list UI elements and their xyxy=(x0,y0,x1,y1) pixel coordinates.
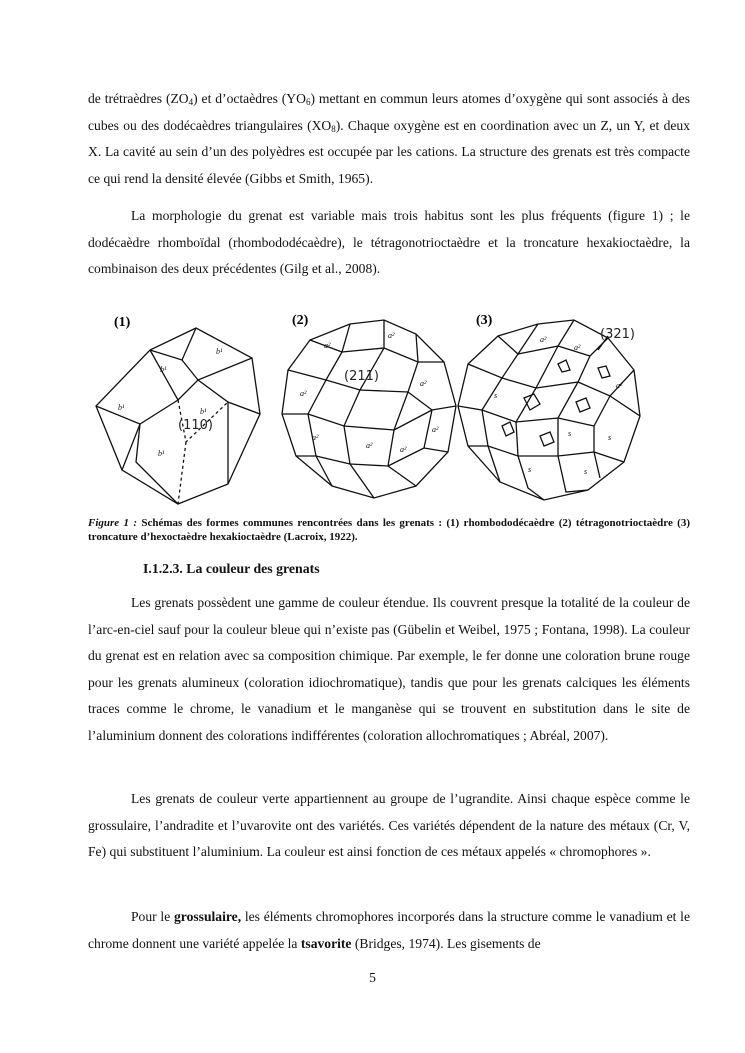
face-notation: a² xyxy=(540,335,547,344)
subscript: 6 xyxy=(305,97,311,107)
face-notation: a² xyxy=(420,379,427,388)
figure-caption-label: Figure 1 : xyxy=(88,517,138,529)
figure-panel-label: (1) xyxy=(114,315,131,330)
face-notation: s xyxy=(528,465,532,474)
term-tsavorite: tsavorite xyxy=(300,935,352,951)
face-notation: a² xyxy=(574,343,581,352)
miller-index-label: (110) xyxy=(178,418,213,433)
paragraph-grossular xyxy=(88,904,690,957)
face-notation: a² xyxy=(312,433,319,442)
face-notation: b¹ xyxy=(160,365,167,374)
face-notation: s xyxy=(568,429,572,438)
face-notation: a² xyxy=(388,331,395,340)
page-number: 5 xyxy=(369,970,376,985)
face-notation: a² xyxy=(432,425,439,434)
subscript: 8 xyxy=(331,123,336,134)
face-notation: s xyxy=(608,433,612,442)
face-notation: b¹ xyxy=(118,403,125,412)
term-grossulaire: grossulaire, xyxy=(174,909,242,924)
face-notation: a² xyxy=(366,441,373,450)
paragraph-garnet-colors: Les grenats possèdent une gamme de couleur étendue. Ils couvrent presque la totalité de la couleur de l’arc-en-ciel sauf pour la couleur bleue qui n’existe pas (Gübelin et Weibel, 1975 ; Fontana, 1998). La couleur du grenat est en relation avec sa composition chimique. Par exemple, le fer donne une coloration brune rouge pour les grenats alumineux (coloration idiochromatique), tandis que pour les grenats calciques les éléments traces comme le chrome, le vanadium et le manganèse qui se trouvent en substitution dans le site de l’aluminium donnent des colorations indifférentes (coloration allochromatiques ; Abréal, 2007). xyxy=(88,595,690,743)
tetragonotrioctahedron-drawing xyxy=(282,320,456,498)
text-run: les éléments chromophores incorporés dans la structure comme le vanadium et le chrome donnent une variété appelée la xyxy=(88,909,690,951)
rhombododecahedron-drawing xyxy=(96,328,260,504)
face-notation: s xyxy=(494,391,498,400)
face-notation: s xyxy=(584,467,588,476)
paragraph-green-garnets: Les grenats de couleur verte appartiennent au groupe de l’ugrandite. Ainsi chaque espèce comme le grossulaire, l’andradite et l’uvarovite ont des variétés. Ces variétés dépendent de la nature des métaux (Cr, V, Fe) qui substituent l’aluminium. La couleur est ainsi fonction de ces métaux appelés « chromophores ». xyxy=(88,791,690,859)
miller-index-label: (211) xyxy=(344,369,379,384)
text-run: (Bridges, 1974). Les gisements de xyxy=(351,935,541,951)
miller-index-label: (321) xyxy=(600,327,635,342)
section-heading: I.1.2.3. La couleur des grenats xyxy=(143,561,320,576)
hexoctahedron-drawing xyxy=(458,320,640,500)
face-notation: a² xyxy=(400,445,407,454)
face-notation: b¹ xyxy=(158,449,165,458)
figure-panel-label: (2) xyxy=(292,313,309,328)
text-run: Pour le xyxy=(131,909,174,924)
face-notation: b¹ xyxy=(200,407,207,416)
text-run: ) et d’octaèdres (YO xyxy=(193,91,306,106)
face-notation: b¹ xyxy=(216,347,223,356)
paragraph-garnet-structure xyxy=(88,86,690,192)
text-run: de trétraèdres (ZO xyxy=(88,91,189,106)
text-run: ). Chaque oxygène est en coordination avec un Z, un Y, et deux X. La cavité au sein d’un des polyèdres est occupée par les cations. La structure des grenats est très compacte ce qui rend la densité élevée (Gibbs et Smith, 1965). xyxy=(88,117,690,186)
figure-caption-text: Schémas des formes communes rencontrées dans les grenats : (1) rhombododécaèdre (2) tétragonotrioctaèdre (3) troncature d’hexoctaèdre hexakioctaèdre (Lacroix, 1922). xyxy=(88,517,690,543)
figure-panel-label: (3) xyxy=(476,313,493,328)
text-run: ) mettant en commun leurs atomes d’oxygène qui sont associés à des cubes ou des dodécaèdres triangulaires (XO xyxy=(88,91,690,133)
subscript: 4 xyxy=(188,97,194,107)
figure-caption xyxy=(88,516,690,544)
crystal-drawings xyxy=(88,306,690,506)
face-notation: a² xyxy=(616,381,623,390)
paragraph-morphology: La morphologie du grenat est variable mais trois habitus sont les plus fréquents (figure 1) ; le dodécaèdre rhomboïdal (rhombododécaèdre), le tétragonotrioctaèdre et la troncature hexakioctaèdre, la combinaison des deux précédentes (Gilg et al., 2008). xyxy=(88,208,690,276)
face-notation: a² xyxy=(324,341,331,350)
figure-crystal-forms xyxy=(88,306,690,506)
face-notation: a² xyxy=(300,389,307,398)
